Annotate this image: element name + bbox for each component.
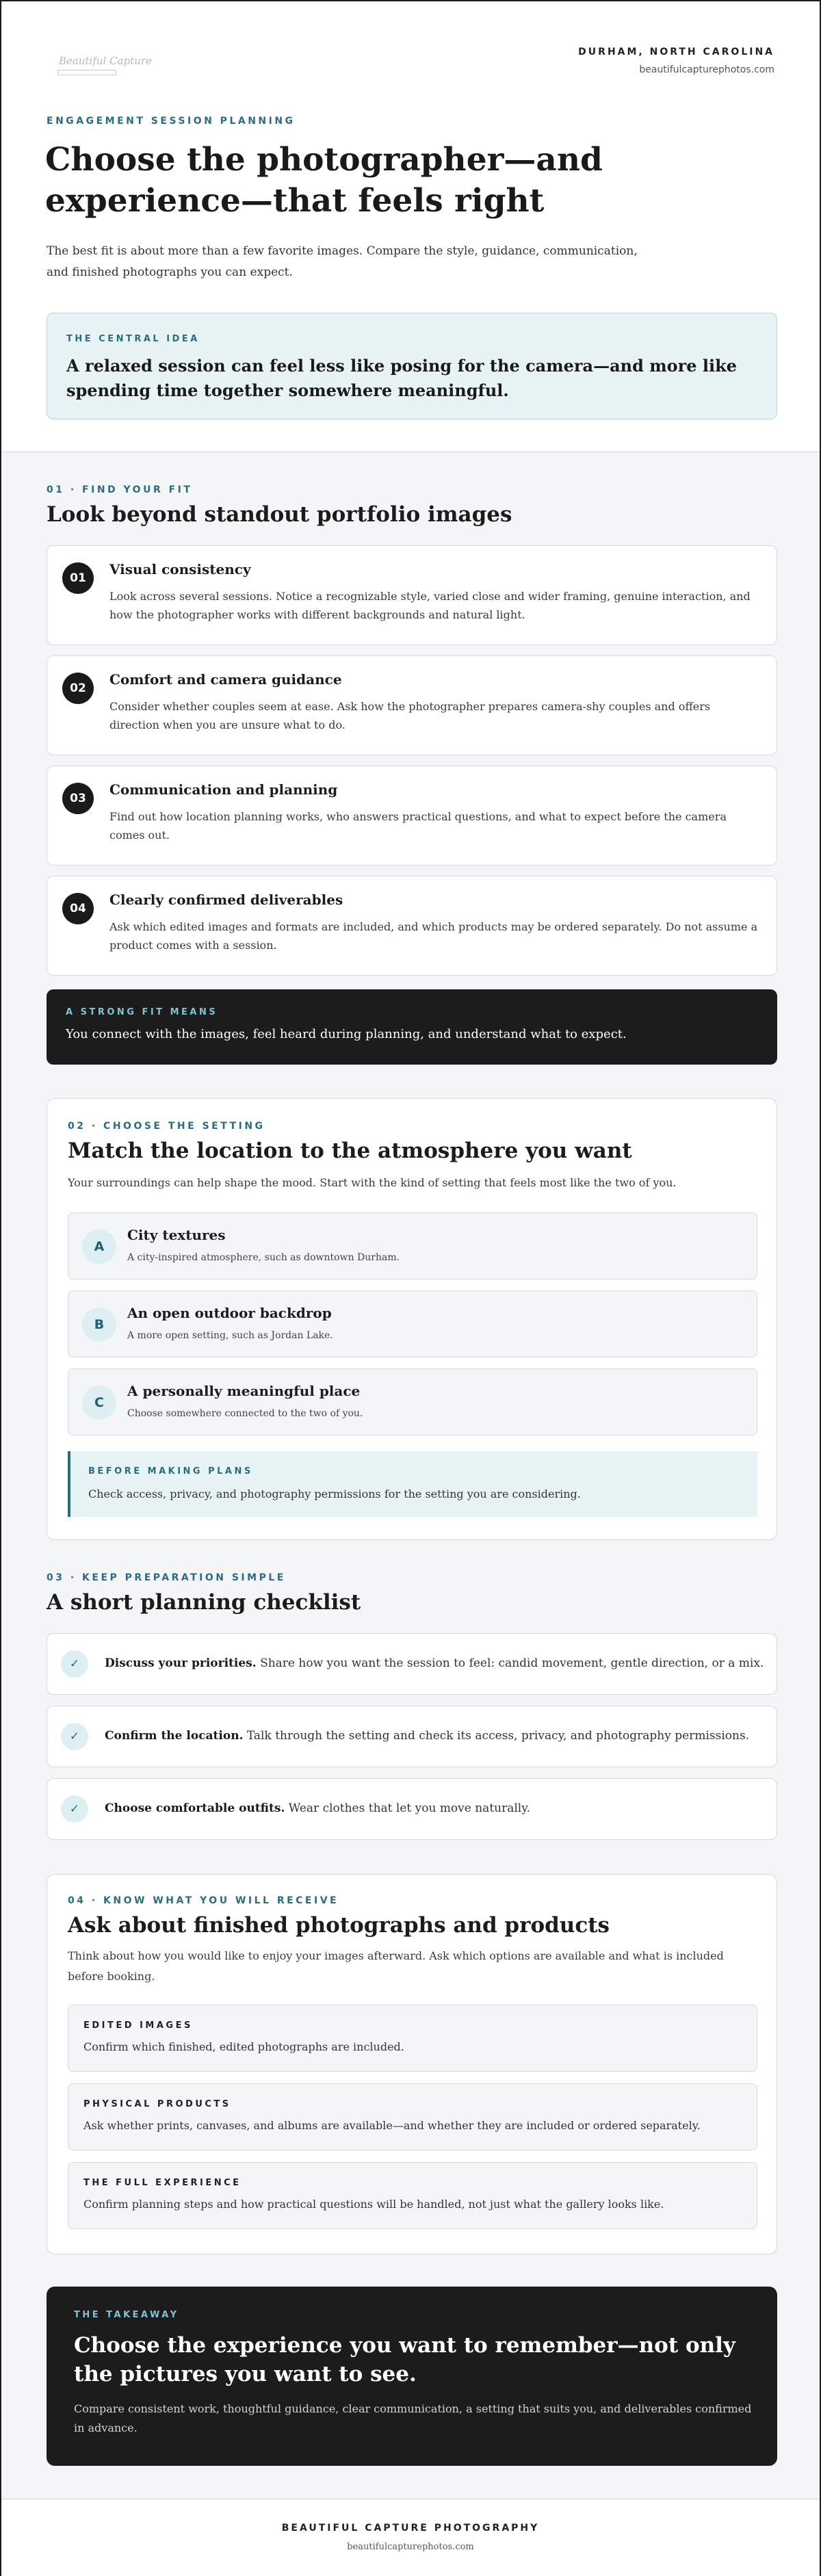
fit-card	[47, 766, 777, 866]
setting-section	[47, 1098, 777, 1540]
deliverable-item	[68, 2005, 757, 2072]
takeaway-text: Compare consistent work, thoughtful guidance, clear communication, a setting that suits you, and deliverables confirmed in advance.	[74, 2402, 752, 2434]
checklist-detail: Wear clothes that let you move naturally.	[285, 1801, 530, 1815]
strong-fit-callout	[47, 989, 777, 1065]
takeaway-callout	[47, 2287, 777, 2466]
option-title: A personally meaningful place	[127, 1383, 361, 1399]
takeaway-kicker: THE TAKEAWAY	[74, 2310, 179, 2320]
fit-card-title: Communication and planning	[109, 781, 338, 798]
strong-fit-text: You connect with the images, feel heard during planning, and understand what to expect.	[66, 1027, 627, 1041]
checklist-item	[47, 1633, 777, 1695]
logo-band	[57, 70, 116, 75]
checklist-item	[47, 1778, 777, 1840]
section2-lead: Your surroundings can help shape the mood. Start with the kind of setting that feels most like the two of you.	[68, 1176, 677, 1189]
checklist-item	[47, 1706, 777, 1767]
option-letter: A	[82, 1230, 116, 1264]
fit-card	[47, 545, 777, 645]
fit-card-text: Look across several sessions. Notice a recognizable style, varied close and wider framing, genuine interaction, and how the photographer works with different backgrounds and natural light.	[109, 590, 751, 621]
step-number: 04	[62, 893, 94, 924]
hero-section	[1, 1, 820, 452]
checklist-detail: Share how you want the session to feel: candid movement, gentle direction, or a mix.	[256, 1656, 764, 1670]
checklist-detail: Talk through the setting and check its access, privacy, and photography permissions.	[243, 1729, 750, 1743]
deliverable-item	[68, 2162, 757, 2229]
checklist-text	[105, 1729, 749, 1743]
section4-title: Ask about finished photographs and products	[68, 1913, 610, 1938]
deliverable-item	[68, 2083, 757, 2150]
checklist-bold: Confirm the location.	[105, 1729, 244, 1743]
footer-brand: BEAUTIFUL CAPTURE PHOTOGRAPHY	[281, 2523, 540, 2534]
fit-card	[47, 876, 777, 976]
deliverable-label: PHYSICAL PRODUCTS	[83, 2099, 231, 2109]
fit-card-title: Comfort and camera guidance	[109, 671, 342, 688]
option-letter: B	[82, 1307, 116, 1342]
section2-title: Match the location to the atmosphere you want	[68, 1139, 632, 1163]
fit-card	[47, 655, 777, 755]
step-number: 02	[62, 673, 94, 704]
checklist-bold: Choose comfortable outfits.	[105, 1801, 285, 1815]
strong-fit-kicker: A STRONG FIT MEANS	[66, 1007, 218, 1017]
section4-lead: Think about how you would like to enjoy your images afterward. Ask which options are available and what is included before booking.	[68, 1949, 724, 1983]
checklist-bold: Discuss your priorities.	[105, 1656, 257, 1670]
fit-card-text: Find out how location planning works, who answers practical questions, and what to expect before the camera comes out.	[109, 810, 727, 842]
page-footer	[1, 2499, 820, 2576]
website-link[interactable]: beautifulcapturephotos.com	[639, 64, 774, 75]
deliverable-label: EDITED IMAGES	[83, 2020, 193, 2031]
option-title: City textures	[127, 1227, 226, 1243]
option-title: An open outdoor backdrop	[127, 1305, 332, 1321]
section4-kicker: 04 · KNOW WHAT YOU WILL RECEIVE	[68, 1895, 339, 1906]
deliverable-label: THE FULL EXPERIENCE	[83, 2178, 242, 2188]
footer-website-link[interactable]: beautifulcapturephotos.com	[347, 2542, 474, 2552]
step-number: 03	[62, 783, 94, 814]
check-icon: ✓	[61, 1795, 88, 1823]
setting-option	[68, 1212, 757, 1279]
section3-kicker: 03 · KEEP PREPARATION SIMPLE	[47, 1572, 286, 1583]
deliverable-text: Ask whether prints, canvases, and albums are available—and whether they are included or ordered separately.	[83, 2119, 701, 2132]
fit-card-text: Ask which edited images and formats are included, and which products may be ordered separately. Do not assume a product comes with a session.	[109, 920, 758, 952]
deliverable-text: Confirm planning steps and how practical questions will be handled, not just what the gallery looks like.	[83, 2198, 664, 2211]
section1-kicker: 01 · FIND YOUR FIT	[47, 484, 193, 495]
step-number: 01	[62, 562, 94, 594]
check-icon: ✓	[61, 1650, 88, 1678]
checklist-text	[105, 1801, 530, 1815]
fit-card-text: Consider whether couples seem at ease. Ask how the photographer prepares camera-shy couples and offers direction when you are unsure what to do.	[109, 700, 711, 731]
central-statement: A relaxed session can feel less like posing for the camera—and more like spending time together somewhere meaningful.	[66, 356, 738, 400]
option-letter: C	[82, 1385, 116, 1420]
setting-option	[68, 1290, 757, 1357]
checklist-text	[105, 1656, 764, 1670]
central-idea-callout	[47, 313, 777, 419]
hero-intro: The best fit is about more than a few favorite images. Compare the style, guidance, communication, and finished photographs you can expect.	[47, 244, 638, 279]
option-text: A city-inspired atmosphere, such as downtown Durham.	[127, 1252, 400, 1263]
check-icon: ✓	[61, 1723, 88, 1750]
hero-kicker: ENGAGEMENT SESSION PLANNING	[47, 116, 296, 127]
page-title: Choose the photographer—and experience—that feels right	[45, 141, 603, 220]
deliverable-text: Confirm which finished, edited photographs are included.	[83, 2040, 404, 2053]
fit-card-title: Visual consistency	[109, 561, 251, 577]
deliverables-section	[47, 1874, 777, 2254]
option-text: A more open setting, such as Jordan Lake.	[127, 1330, 333, 1341]
option-text: Choose somewhere connected to the two of you.	[127, 1408, 363, 1419]
before-plans-text: Check access, privacy, and photography permissions for the setting you are considering.	[88, 1487, 581, 1500]
section2-kicker: 02 · CHOOSE THE SETTING	[68, 1121, 265, 1132]
location-block	[578, 47, 774, 75]
brand-logo[interactable]	[55, 53, 152, 79]
before-plans-kicker: BEFORE MAKING PLANS	[88, 1466, 253, 1476]
takeaway-title: Choose the experience you want to remember—not only the pictures you want to see.	[74, 2333, 735, 2386]
section3-title: A short planning checklist	[47, 1590, 361, 1615]
fit-card-title: Clearly confirmed deliverables	[109, 892, 343, 908]
central-kicker: THE CENTRAL IDEA	[66, 334, 200, 344]
location-label: DURHAM, NORTH CAROLINA	[578, 47, 774, 57]
logo-script: Beautiful Capture	[59, 55, 152, 67]
section1-title: Look beyond standout portfolio images	[47, 502, 512, 527]
setting-option	[68, 1368, 757, 1435]
before-plans-note	[68, 1451, 757, 1517]
